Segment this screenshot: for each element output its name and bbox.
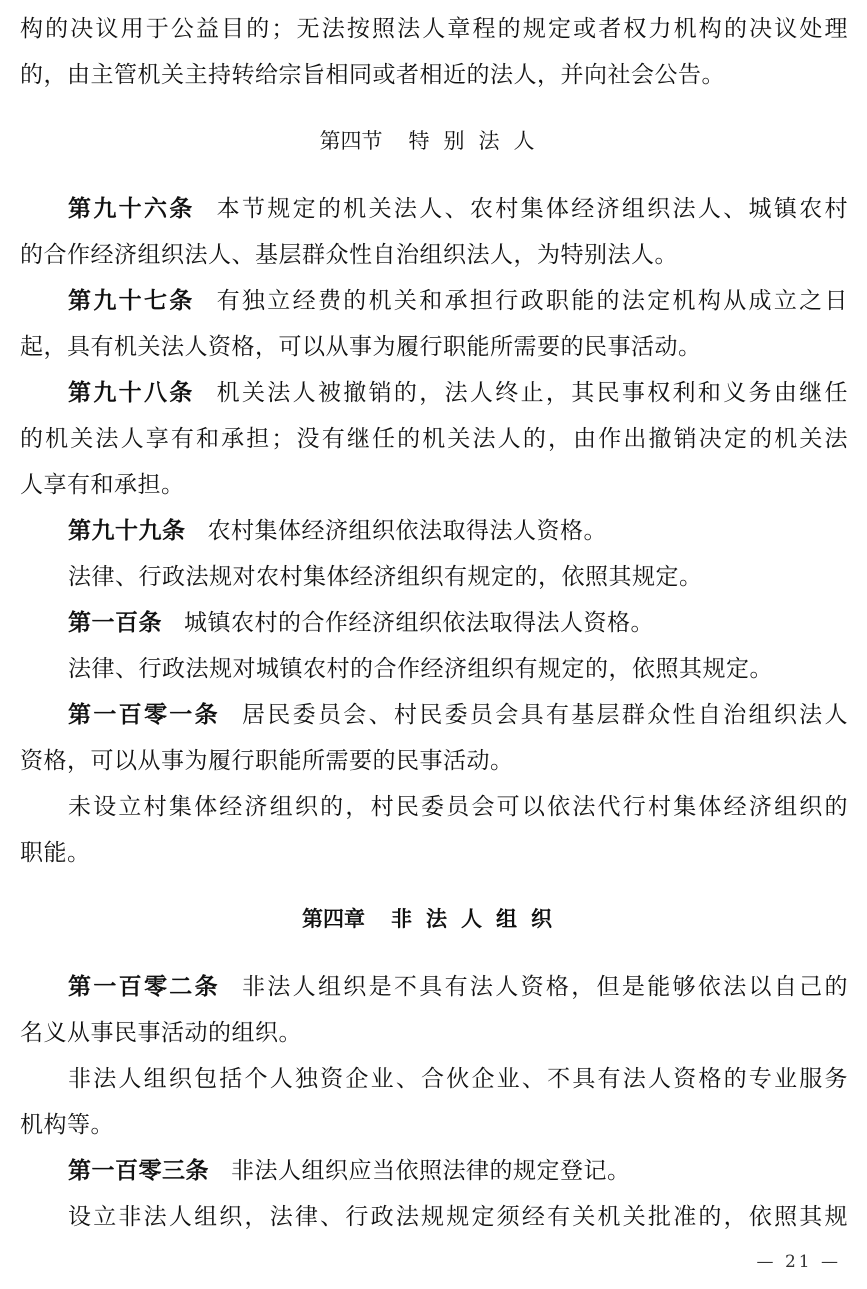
article-text: 居民委员会、村民委员会具有基层群众性自治组织法人 <box>241 702 849 728</box>
article-100 <box>20 600 848 646</box>
text-line: 资格，可以从事为履行职能所需要的民事活动。 <box>20 748 514 774</box>
chapter-heading <box>20 896 848 942</box>
text-line: 法律、行政法规对农村集体经济组织有规定的，依照其规定。 <box>68 564 703 590</box>
chapter-title: 非法人组织 <box>391 907 566 931</box>
article-number: 第一百零二条 <box>68 974 220 1000</box>
page-number: — 21 — <box>756 1252 841 1272</box>
article-number: 第一百条 <box>68 610 162 636</box>
text-line: 人享有和承担。 <box>20 472 185 498</box>
text-line: 设立非法人组织，法律、行政法规规定须经有关机关批准的，依照其规 <box>68 1204 848 1230</box>
text-line: 的机关法人享有和承担；没有继任的机关法人的，由作出撤销决定的机关法 <box>20 426 848 452</box>
article-97 <box>20 278 848 324</box>
article-text: 机关法人被撤销的，法人终止，其民事权利和义务由继任 <box>216 380 849 406</box>
article-number: 第九十六条 <box>68 196 195 222</box>
article-number: 第九十九条 <box>68 518 186 544</box>
text-line: 机构等。 <box>20 1112 114 1138</box>
article-number: 第一百零一条 <box>68 702 220 728</box>
section-label: 第四节 <box>319 129 383 153</box>
article-text: 非法人组织是不具有法人资格，但是能够依法以自己的 <box>241 974 849 1000</box>
text-line: 名义从事民事活动的组织。 <box>20 1020 302 1046</box>
chapter-label: 第四章 <box>302 907 365 931</box>
section-heading <box>20 118 848 164</box>
article-text: 本节规定的机关法人、农村集体经济组织法人、城镇农村 <box>216 196 849 222</box>
text-line: 的，由主管机关主持转给宗旨相同或者相近的法人，并向社会公告。 <box>20 62 725 88</box>
article-number: 第九十八条 <box>68 380 195 406</box>
text-line: 的合作经济组织法人、基层群众性自治组织法人，为特别法人。 <box>20 242 678 268</box>
document-page <box>20 6 848 1240</box>
text-line: 构的决议用于公益目的；无法按照法人章程的规定或者权力机构的决议处理 <box>20 16 848 42</box>
section-title: 特别法人 <box>408 129 549 153</box>
article-102 <box>20 964 848 1010</box>
article-98 <box>20 370 848 416</box>
text-line: 职能。 <box>20 840 91 866</box>
text-line: 起，具有机关法人资格，可以从事为履行职能所需要的民事活动。 <box>20 334 702 360</box>
article-text: 非法人组织应当依照法律的规定登记。 <box>231 1158 631 1184</box>
text-line: 法律、行政法规对城镇农村的合作经济组织有规定的，依照其规定。 <box>68 656 773 682</box>
article-number: 第九十七条 <box>68 288 195 314</box>
article-99 <box>20 508 848 554</box>
text-line: 非法人组织包括个人独资企业、合伙企业、不具有法人资格的专业服务 <box>68 1066 848 1092</box>
article-96 <box>20 186 848 232</box>
article-text: 城镇农村的合作经济组织依法取得法人资格。 <box>184 610 654 636</box>
article-101 <box>20 692 848 738</box>
text-line: 未设立村集体经济组织的，村民委员会可以依法代行村集体经济组织的 <box>68 794 848 820</box>
article-text: 有独立经费的机关和承担行政职能的法定机构从成立之日 <box>216 288 849 314</box>
article-text: 农村集体经济组织依法取得法人资格。 <box>207 518 607 544</box>
article-103 <box>20 1148 848 1194</box>
article-number: 第一百零三条 <box>68 1158 209 1184</box>
